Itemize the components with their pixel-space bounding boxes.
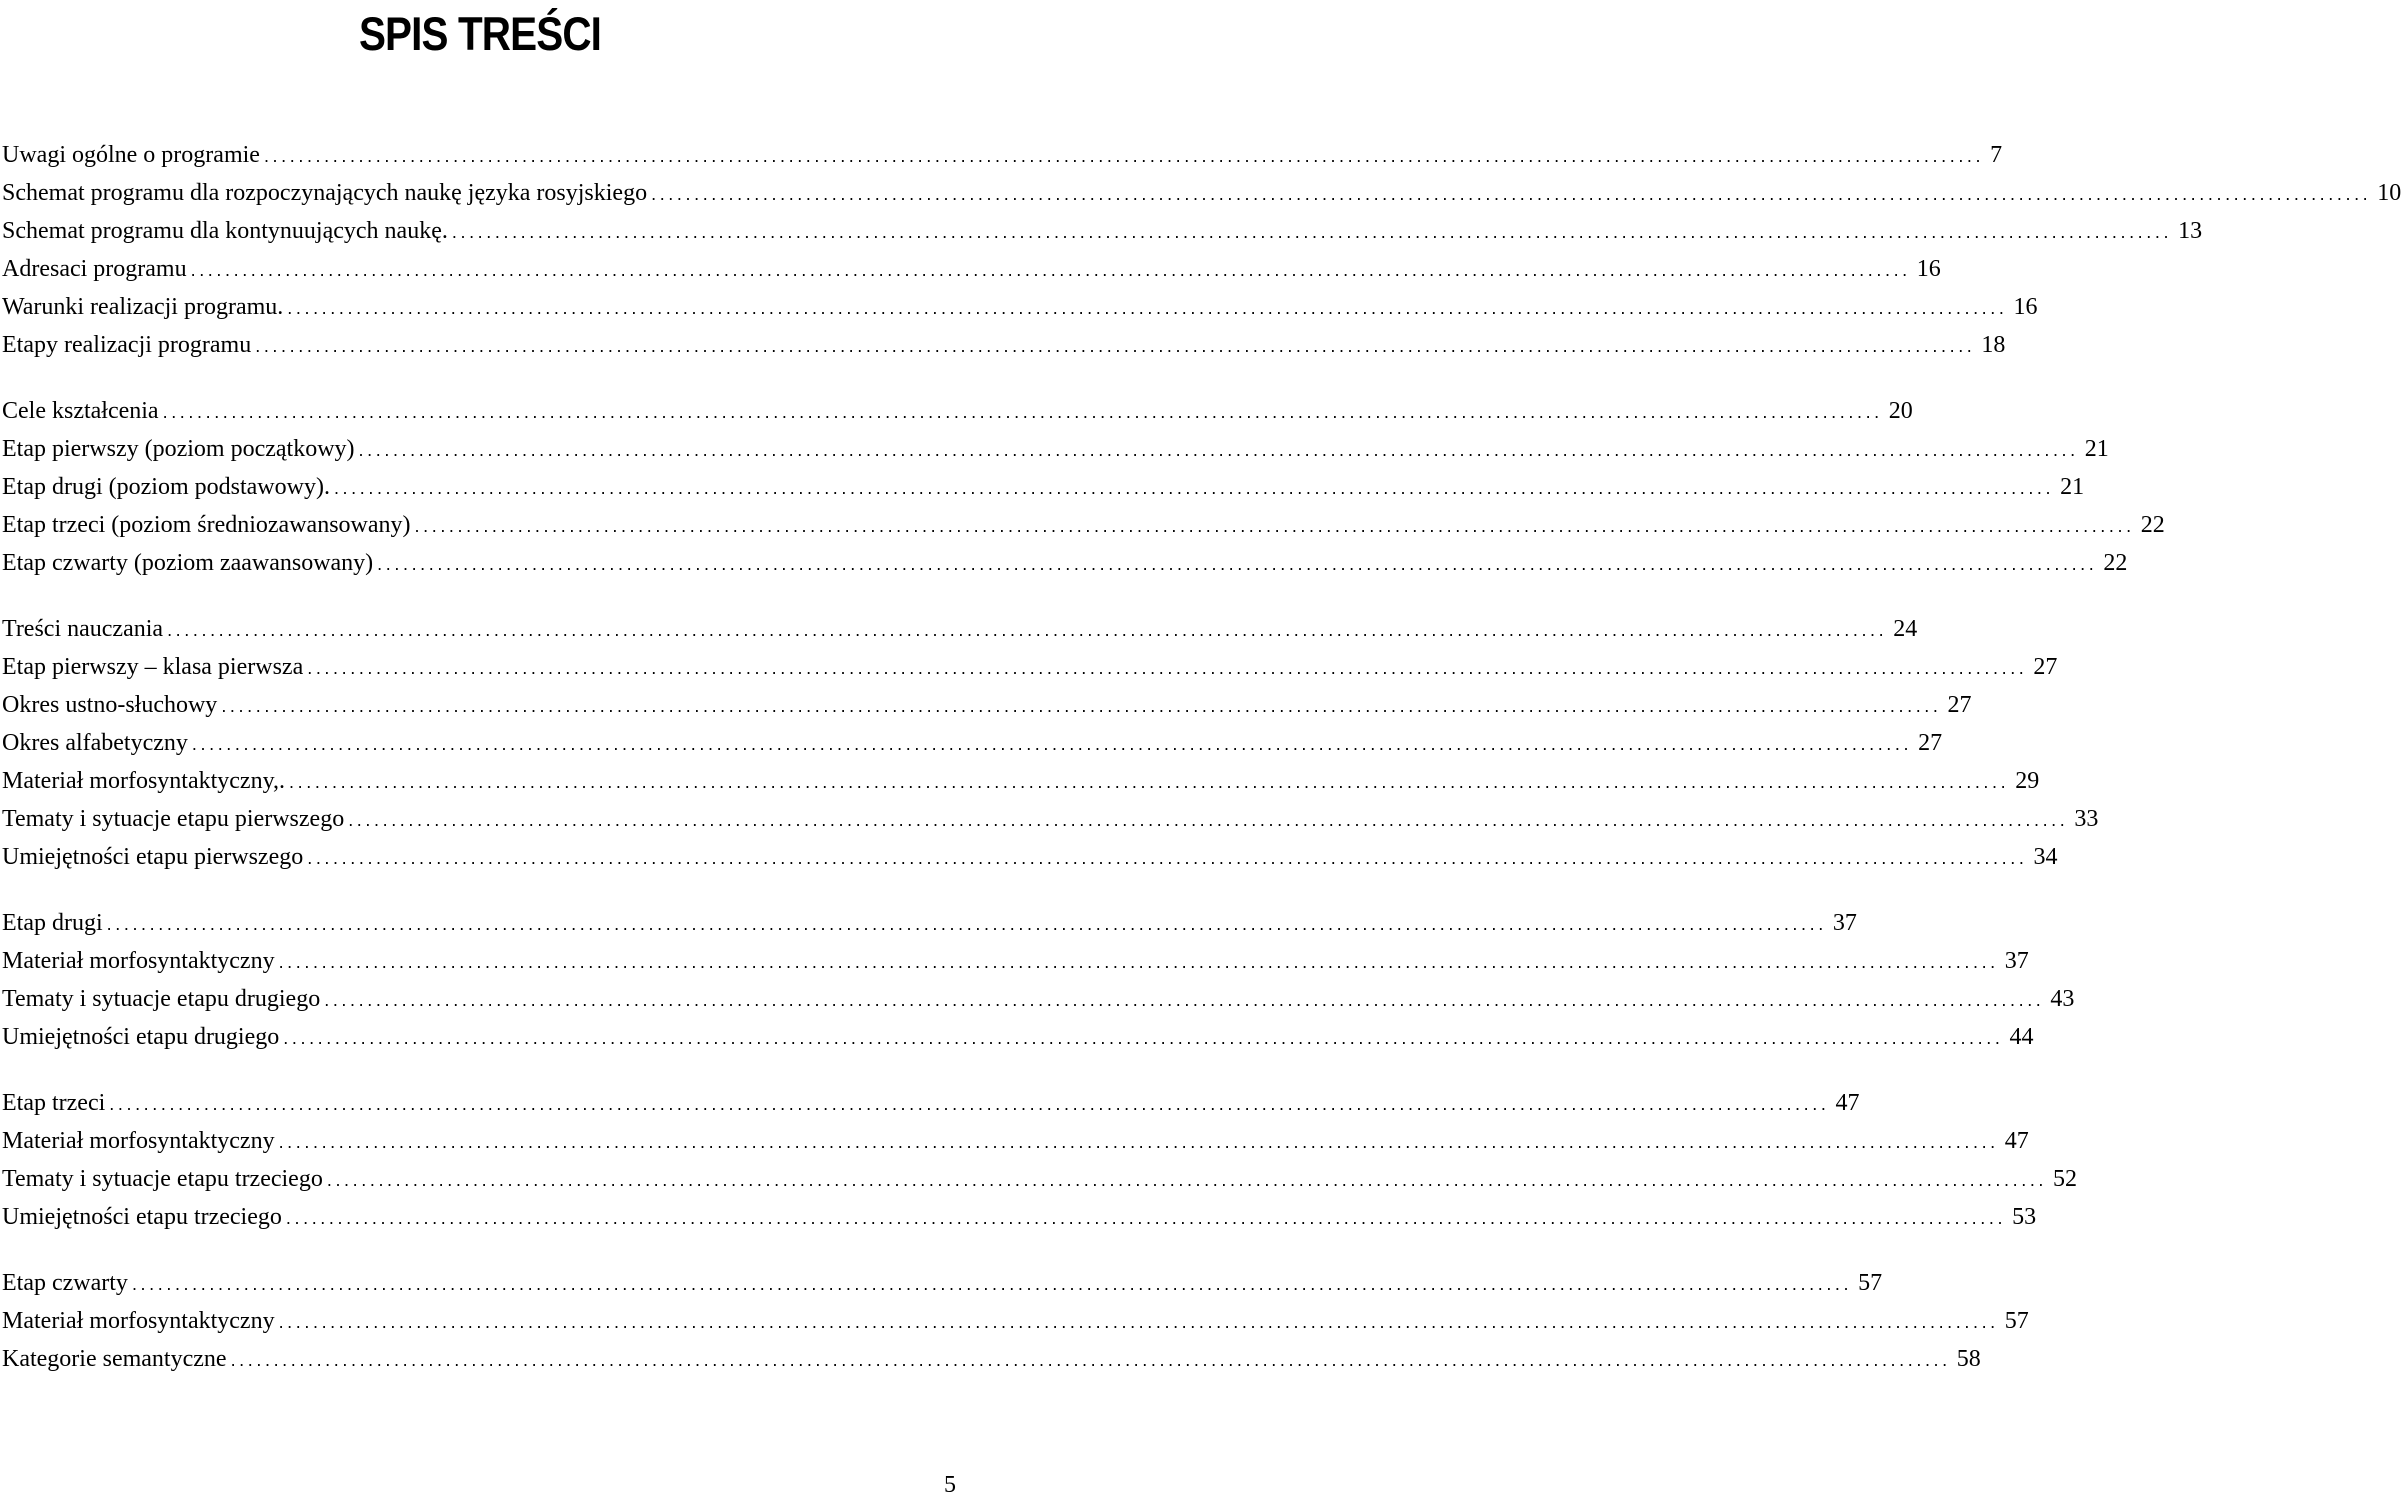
toc-entry-label: Etapy realizacji programu: [2, 332, 252, 358]
toc-entry: [2, 904, 1857, 942]
toc-entry-label: Okres ustno-słuchowy: [2, 692, 218, 718]
toc-entry-label: Okres alfabetyczny: [2, 730, 188, 756]
toc-entry: [2, 686, 1972, 724]
toc-entry-page: 57: [1858, 1270, 1883, 1296]
toc-entry-page: 37: [2004, 948, 2029, 974]
toc-section: [2, 136, 2401, 364]
toc-entry-page: 7: [1990, 142, 2003, 168]
toc-entry-page: 16: [2013, 294, 2038, 320]
toc-entry-label: Uwagi ogólne o programie: [2, 142, 260, 168]
toc-section: [2, 610, 2099, 876]
dot-leader: ........................................................................................................................................................................................................: [358, 440, 2079, 460]
dot-leader: ........................................................................................................................................................................................................: [278, 952, 1999, 972]
toc-entry-page: 22: [2103, 550, 2128, 576]
toc-entry-page: 34: [2033, 844, 2058, 870]
toc-entry-label: Materiał morfosyntaktyczny,.: [2, 768, 286, 794]
toc-entry: [2, 980, 2075, 1018]
toc-entry-label: Etap trzeci (poziom średniozawansowany): [2, 512, 411, 538]
dot-leader: ........................................................................................................................................................................................................: [221, 696, 1942, 716]
dot-leader: ........................................................................................................................................................................................................: [278, 1312, 1999, 1332]
toc-entry-label: Etap trzeci: [2, 1090, 106, 1116]
toc-entry: [2, 1160, 2078, 1198]
toc-entry-page: 21: [2060, 474, 2085, 500]
dot-leader: ........................................................................................................................................................................................................: [307, 848, 2028, 868]
toc-section: [2, 1084, 2078, 1236]
toc-entry-label: Umiejętności etapu pierwszego: [2, 844, 304, 870]
dot-leader: ........................................................................................................................................................................................................: [106, 914, 1827, 934]
toc-entry-page: 37: [1832, 910, 1857, 936]
toc-entry-page: 13: [2178, 218, 2203, 244]
dot-leader: ........................................................................................................................................................................................................: [230, 1350, 1951, 1370]
toc-entry: [2, 326, 2006, 364]
dot-leader: ........................................................................................................................................................................................................: [348, 810, 2069, 830]
toc-entry: [2, 468, 2085, 506]
toc-entry-page: 57: [2004, 1308, 2029, 1334]
toc-entry-page: 47: [1835, 1090, 1860, 1116]
dot-leader: ........................................................................................................................................................................................................: [451, 222, 2173, 242]
toc-entry-label: Schemat programu dla kontynuujących naukę.: [2, 218, 448, 244]
toc-entry-label: Umiejętności etapu trzeciego: [2, 1204, 282, 1230]
toc-entry-label: Etap drugi (poziom podstawowy).: [2, 474, 330, 500]
toc-entry: [2, 1302, 2029, 1340]
dot-leader: ........................................................................................................................................................................................................: [283, 1028, 2004, 1048]
toc-entry-page: 33: [2074, 806, 2099, 832]
toc-entry-label: Etap pierwszy (poziom początkowy): [2, 436, 355, 462]
toc-entry: [2, 288, 2038, 326]
toc-section: [2, 392, 2165, 582]
toc-entry-page: 52: [2053, 1166, 2078, 1192]
dot-leader: ........................................................................................................................................................................................................: [307, 658, 2028, 678]
dot-leader: ........................................................................................................................................................................................................: [324, 990, 2045, 1010]
toc-entry-page: 16: [1916, 256, 1941, 282]
toc-entry: [2, 136, 2003, 174]
dot-leader: ........................................................................................................................................................................................................: [285, 1208, 2007, 1228]
toc-entry-label: Materiał morfosyntaktyczny: [2, 948, 275, 974]
toc-entry: [2, 1340, 1981, 1378]
table-of-contents: [2, 136, 2401, 1406]
dot-leader: ........................................................................................................................................................................................................: [191, 734, 1913, 754]
toc-entry-page: 27: [1947, 692, 1972, 718]
toc-entry-page: 10: [2377, 180, 2401, 206]
toc-entry: [2, 724, 1943, 762]
toc-entry-label: Materiał morfosyntaktyczny: [2, 1308, 275, 1334]
toc-entry-label: Tematy i sytuacje etapu pierwszego: [2, 806, 345, 832]
toc-entry-label: Umiejętności etapu drugiego: [2, 1024, 280, 1050]
dot-leader: ........................................................................................................................................................................................................: [255, 336, 1976, 356]
toc-entry: [2, 1084, 1860, 1122]
dot-leader: ........................................................................................................................................................................................................: [162, 402, 1883, 422]
toc-entry-label: Kategorie semantyczne: [2, 1346, 227, 1372]
toc-entry-label: Tematy i sytuacje etapu trzeciego: [2, 1166, 323, 1192]
page-title: SPIS TREŚCI: [358, 7, 602, 60]
toc-entry: [2, 942, 2029, 980]
dot-leader: ........................................................................................................................................................................................................: [287, 298, 2008, 318]
toc-entry-label: Etap czwarty: [2, 1270, 128, 1296]
dot-leader: ........................................................................................................................................................................................................: [333, 478, 2055, 498]
toc-entry: [2, 174, 2401, 212]
dot-leader: ........................................................................................................................................................................................................: [651, 184, 2372, 204]
toc-entry: [2, 648, 2058, 686]
toc-entry: [2, 762, 2040, 800]
toc-section: [2, 904, 2075, 1056]
toc-entry-label: Etap pierwszy – klasa pierwsza: [2, 654, 304, 680]
dot-leader: ........................................................................................................................................................................................................: [109, 1094, 1830, 1114]
toc-entry-page: 47: [2004, 1128, 2029, 1154]
toc-entry-page: 53: [2012, 1204, 2037, 1230]
toc-entry-page: 20: [1888, 398, 1913, 424]
toc-entry-label: Adresaci programu: [2, 256, 187, 282]
toc-entry: [2, 1122, 2029, 1160]
toc-entry-page: 44: [2009, 1024, 2034, 1050]
dot-leader: ........................................................................................................................................................................................................: [326, 1170, 2048, 1190]
toc-entry-label: Tematy i sytuacje etapu drugiego: [2, 986, 321, 1012]
toc-entry-page: 27: [2033, 654, 2058, 680]
toc-entry: [2, 506, 2165, 544]
dot-leader: ........................................................................................................................................................................................................: [377, 554, 2098, 574]
toc-entry: [2, 544, 2128, 582]
toc-entry: [2, 250, 1941, 288]
toc-entry: [2, 430, 2109, 468]
toc-entry-page: 18: [1981, 332, 2006, 358]
toc-entry-label: Etap drugi: [2, 910, 103, 936]
toc-entry-page: 29: [2015, 768, 2040, 794]
toc-entry-page: 24: [1893, 616, 1918, 642]
toc-section: [2, 1264, 2029, 1378]
dot-leader: ........................................................................................................................................................................................................: [263, 146, 1985, 166]
toc-entry-page: 27: [1918, 730, 1943, 756]
toc-entry: [2, 800, 2099, 838]
toc-entry: [2, 1264, 1883, 1302]
toc-entry-label: Treści nauczania: [2, 616, 164, 642]
dot-leader: ........................................................................................................................................................................................................: [131, 1274, 1853, 1294]
dot-leader: ........................................................................................................................................................................................................: [289, 772, 2010, 792]
toc-entry: [2, 392, 1913, 430]
toc-entry-label: Warunki realizacji programu.: [2, 294, 284, 320]
page-number: 5: [944, 1472, 956, 1498]
dot-leader: ........................................................................................................................................................................................................: [190, 260, 1911, 280]
toc-entry: [2, 838, 2058, 876]
dot-leader: ........................................................................................................................................................................................................: [414, 516, 2135, 536]
toc-entry-label: Schemat programu dla rozpoczynających naukę języka rosyjskiego: [2, 180, 648, 206]
toc-entry: [2, 1018, 2034, 1056]
toc-entry-page: 21: [2084, 436, 2109, 462]
toc-entry-label: Etap czwarty (poziom zaawansowany): [2, 550, 374, 576]
toc-entry-label: Cele kształcenia: [2, 398, 159, 424]
toc-entry-page: 22: [2140, 512, 2165, 538]
toc-entry-page: 43: [2050, 986, 2075, 1012]
toc-entry-label: Materiał morfosyntaktyczny: [2, 1128, 275, 1154]
dot-leader: ........................................................................................................................................................................................................: [167, 620, 1888, 640]
toc-entry: [2, 610, 1918, 648]
toc-entry: [2, 212, 2203, 250]
toc-entry-page: 58: [1956, 1346, 1981, 1372]
dot-leader: ........................................................................................................................................................................................................: [278, 1132, 1999, 1152]
toc-entry: [2, 1198, 2037, 1236]
